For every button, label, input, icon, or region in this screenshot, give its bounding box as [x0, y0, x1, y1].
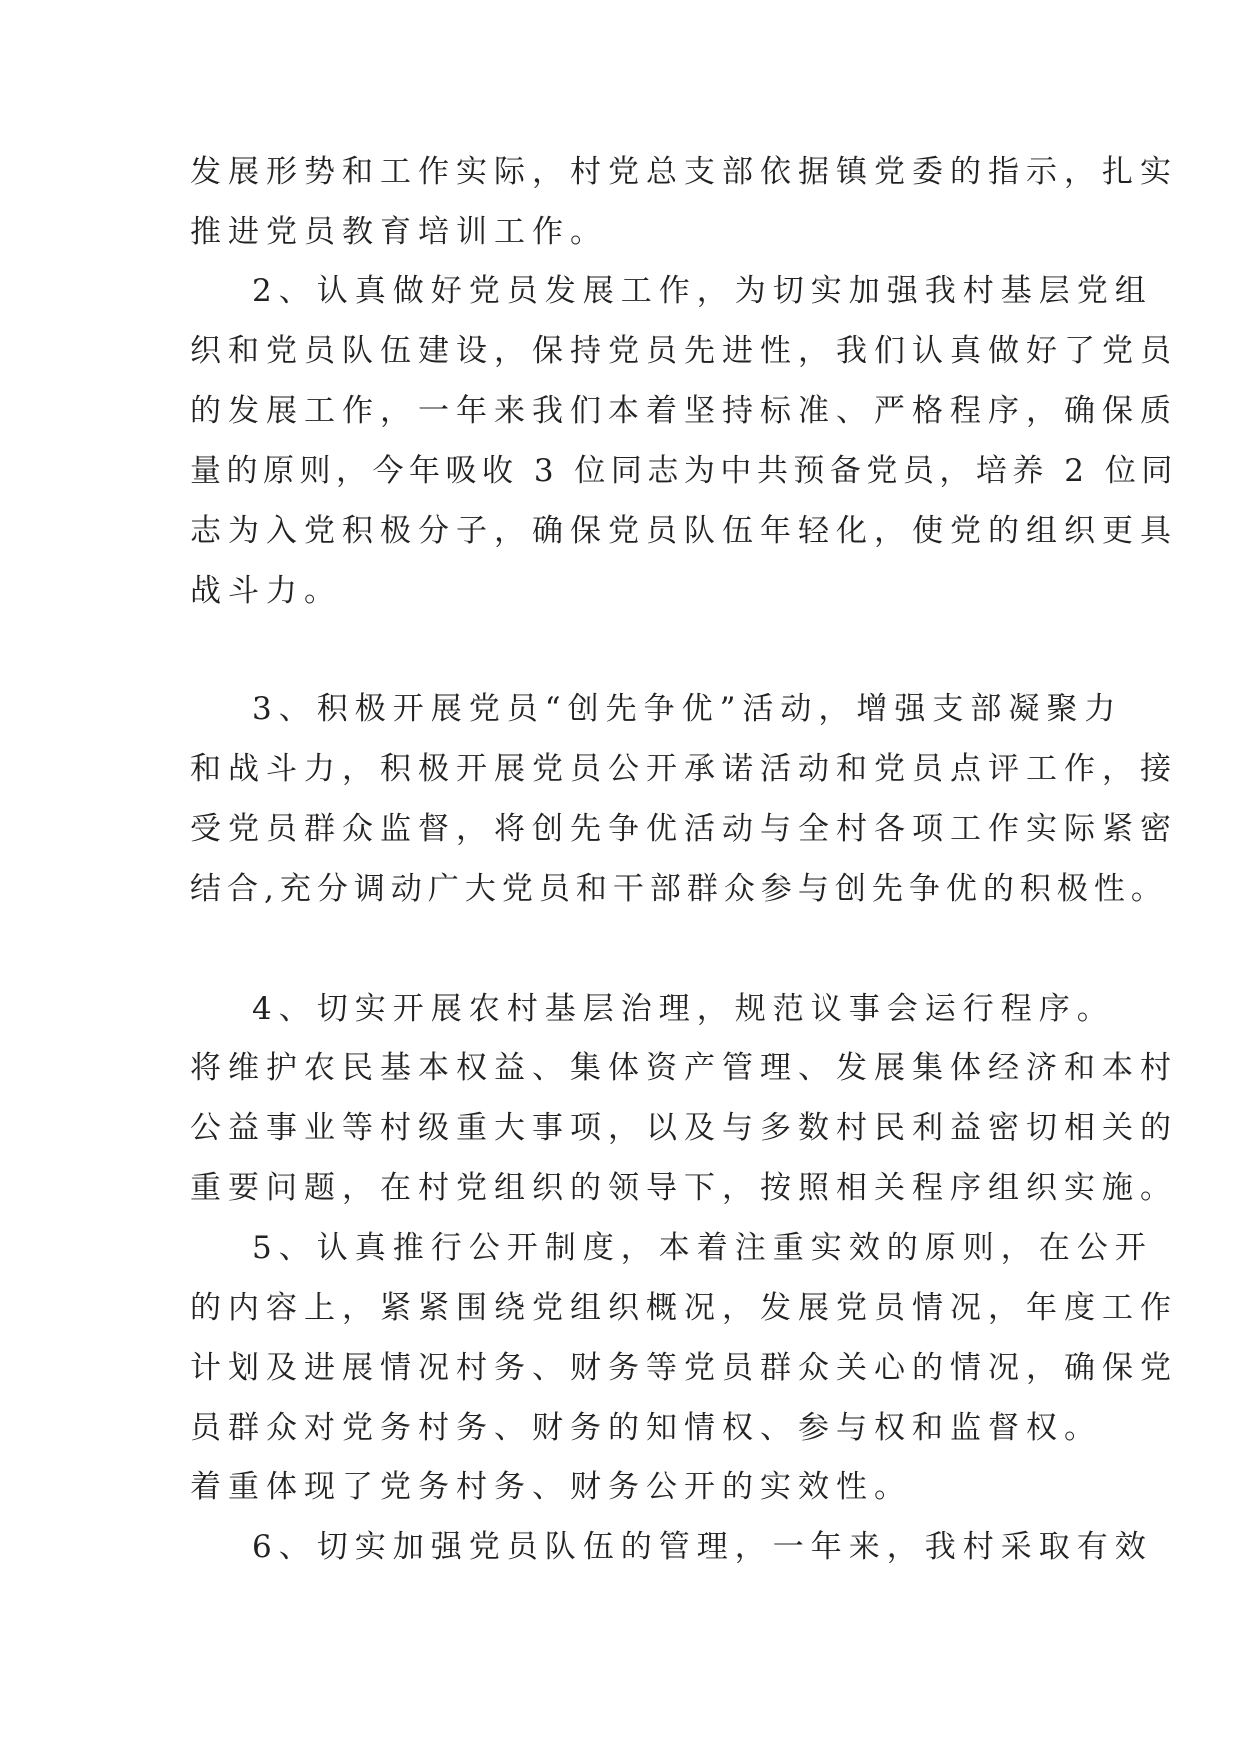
text-line: 受党员群众监督，将创先争优活动与全村各项工作实际紧密 [190, 811, 1178, 847]
text-line: 织和党员队伍建设，保持党员先进性，我们认真做好了党员 [190, 333, 1178, 369]
text-line: 志为入党积极分子，确保党员队伍年轻化，使党的组织更具 [190, 513, 1178, 549]
text-line: 的发展工作，一年来我们本着坚持标准、严格程序，确保质 [190, 393, 1178, 429]
text-line: 推进党员教育培训工作。 [190, 214, 608, 250]
text-line: 结合,充分调动广大党员和干部群众参与创先争优的积极性。 [190, 871, 1168, 907]
text-line: 3、积极开展党员“创先争优”活动，增强支部凝聚力 [252, 691, 1123, 727]
text-line: 发展形势和工作实际，村党总支部依据镇党委的指示，扎实 [190, 154, 1178, 190]
text-line: 和战斗力，积极开展党员公开承诺活动和党员点评工作，接 [190, 751, 1178, 787]
text-line: 5、认真推行公开制度，本着注重实效的原则，在公开 [252, 1230, 1153, 1266]
text-line: 的内容上，紧紧围绕党组织概况，发展党员情况，年度工作 [190, 1290, 1178, 1326]
text-line: 员群众对党务村务、财务的知情权、参与权和监督权。 [190, 1410, 1102, 1446]
text-line: 2、认真做好党员发展工作，为切实加强我村基层党组 [252, 273, 1153, 309]
text-line: 6、切实加强党员队伍的管理，一年来，我村采取有效 [252, 1529, 1153, 1565]
text-line: 公益事业等村级重大事项，以及与多数村民利益密切相关的 [190, 1110, 1178, 1146]
text-line: 重要问题，在村党组织的领导下，按照相关程序组织实施。 [190, 1170, 1178, 1206]
text-line: 将维护农民基本权益、集体资产管理、发展集体经济和本村 [190, 1050, 1178, 1086]
text-line: 4、切实开展农村基层治理，规范议事会运行程序。 [252, 991, 1115, 1027]
text-line: 量的原则，今年吸收 3 位同志为中共预备党员，培养 2 位同 [190, 453, 1178, 489]
text-line: 着重体现了党务村务、财务公开的实效性。 [190, 1469, 912, 1505]
text-line: 计划及进展情况村务、财务等党员群众关心的情况，确保党 [190, 1350, 1178, 1386]
text-line: 战斗力。 [190, 573, 342, 609]
